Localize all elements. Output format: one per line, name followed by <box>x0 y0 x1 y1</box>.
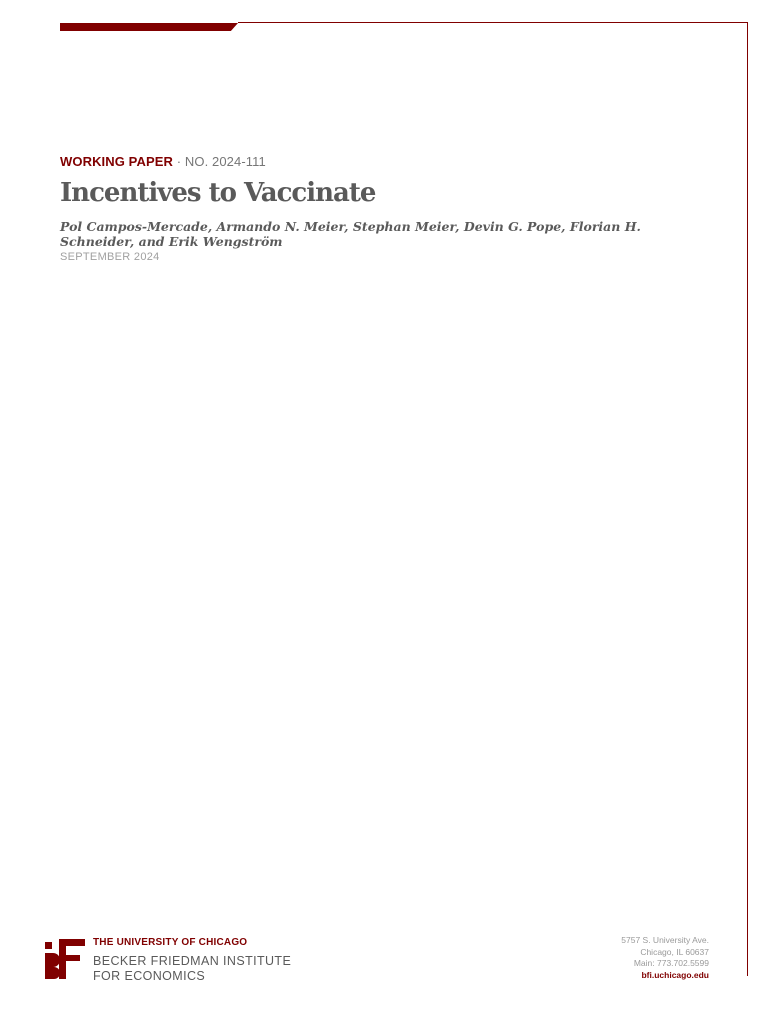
right-border-rule <box>747 22 748 976</box>
phone-number: Main: 773.702.5599 <box>633 958 709 968</box>
website-link[interactable]: bfi.uchicago.edu <box>641 969 709 980</box>
address-street: 5757 S. University Ave. <box>621 935 709 945</box>
institute-name <box>93 954 291 984</box>
contact-block <box>621 935 709 981</box>
working-paper-line <box>60 154 266 169</box>
institute-name-line1: BECKER FRIEDMAN INSTITUTE <box>93 954 292 968</box>
paper-authors: Pol Campos-Mercade, Armando N. Meier, Stephan Meier, Devin G. Pope, Florian H. Schneider, and Erik Wengström <box>60 219 641 249</box>
working-paper-separator: · <box>173 154 185 169</box>
header-rule <box>238 22 748 23</box>
institution-logo-text <box>93 937 291 984</box>
address-city: Chicago, IL 60637 <box>640 946 709 957</box>
paper-title: Incentives to Vaccinate <box>60 178 376 208</box>
working-paper-number: NO. 2024-111 <box>184 154 266 169</box>
paper-date: SEPTEMBER 2024 <box>60 251 160 263</box>
university-name: THE UNIVERSITY OF CHICAGO <box>93 937 248 948</box>
working-paper-label: WORKING PAPER <box>60 154 174 169</box>
institute-name-line2: FOR ECONOMICS <box>93 969 206 983</box>
header-accent-bar <box>60 23 238 31</box>
bfi-logo-icon <box>45 938 87 980</box>
